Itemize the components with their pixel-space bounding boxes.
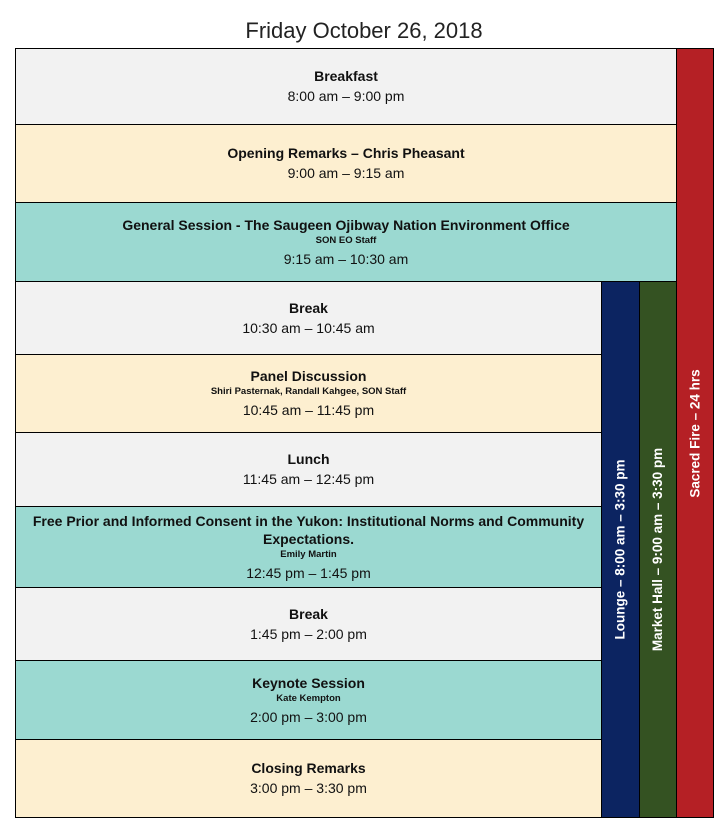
session-time: 2:00 pm – 3:00 pm	[250, 708, 367, 725]
session-speaker: SON EO Staff	[315, 234, 377, 246]
session-time: 8:00 am – 9:00 pm	[287, 88, 405, 104]
session-break-morning	[16, 282, 601, 355]
session-title: Free Prior and Informed Consent in the Yukon: Institutional Norms and Community Expectations.	[32, 512, 585, 547]
divider-line	[16, 281, 676, 282]
session-title: Break	[289, 299, 328, 316]
session-time: 9:15 am – 10:30 am	[283, 250, 409, 267]
page-title: Friday October 26, 2018	[245, 18, 483, 43]
market-hall-bar	[639, 282, 676, 817]
market-hall-label: Market Hall – 9:00 am – 3:30 pm	[650, 447, 666, 652]
session-opening-remarks	[16, 125, 676, 203]
session-title: Keynote Session	[252, 674, 365, 691]
session-time: 10:30 am – 10:45 am	[242, 319, 375, 336]
session-title: Opening Remarks – Chris Pheasant	[227, 145, 465, 161]
session-time: 9:00 am – 9:15 am	[287, 165, 405, 181]
session-time: 10:45 am – 11:45 pm	[242, 402, 375, 418]
session-time: 11:45 am – 12:45 pm	[242, 471, 375, 487]
session-time: 3:00 pm – 3:30 pm	[250, 780, 367, 796]
sacred-fire-label: Sacred Fire – 24 hrs	[687, 368, 703, 498]
session-title: Closing Remarks	[251, 760, 366, 776]
session-closing-remarks	[16, 740, 601, 817]
session-title: Break	[289, 605, 328, 622]
session-lunch	[16, 433, 601, 507]
session-speaker: Shiri Pasternak, Randall Kahgee, SON Staff	[210, 386, 407, 397]
session-time: 12:45 pm – 1:45 pm	[246, 564, 371, 581]
session-breakfast	[16, 49, 676, 125]
session-title: General Session - The Saugeen Ojibway Nation Environment Office	[122, 216, 570, 233]
session-keynote	[16, 661, 601, 740]
session-speaker: Kate Kempton	[276, 692, 341, 704]
session-title: Lunch	[287, 451, 330, 467]
lounge-label: Lounge – 8:00 am – 3:30 pm	[613, 459, 628, 640]
session-title: Breakfast	[314, 68, 378, 84]
session-general	[16, 203, 676, 282]
session-time: 1:45 pm – 2:00 pm	[250, 625, 367, 642]
session-break-afternoon	[16, 588, 601, 661]
session-speaker: Emily Martin	[280, 548, 337, 560]
schedule-table	[15, 48, 714, 818]
session-title: Panel Discussion	[250, 368, 367, 384]
session-panel-discussion	[16, 355, 601, 433]
sacred-fire-bar	[676, 49, 713, 817]
lounge-bar	[601, 282, 639, 817]
session-fpic-yukon	[16, 507, 601, 588]
